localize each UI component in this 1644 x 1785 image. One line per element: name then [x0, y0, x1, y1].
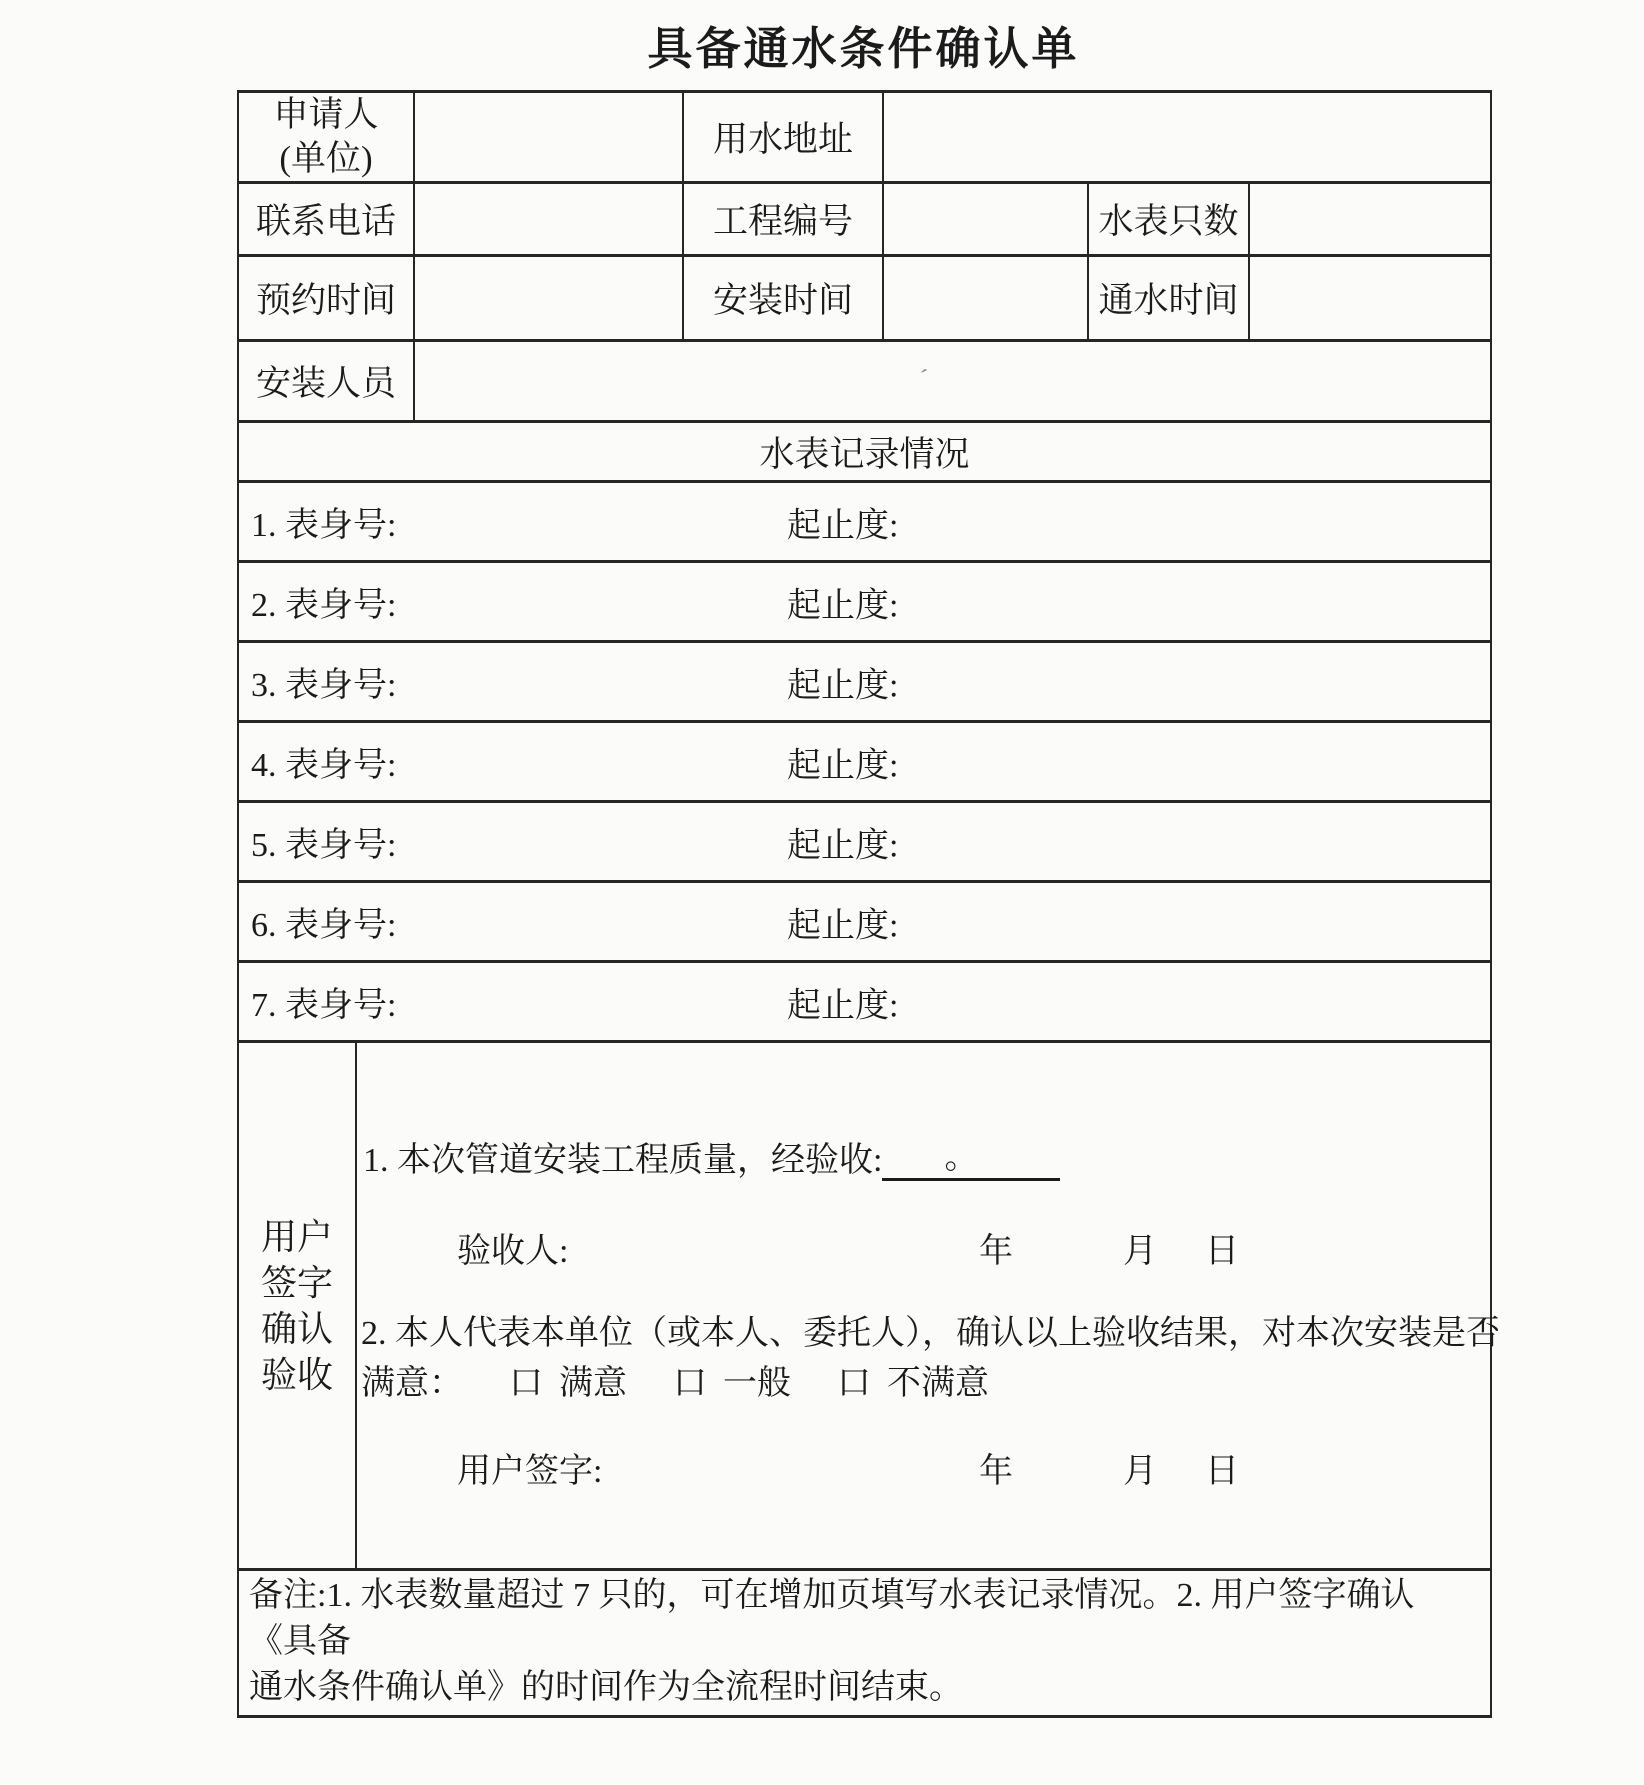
meter-range-label: 起止度:	[787, 507, 899, 544]
scan-artifact-mark: ˊ	[915, 363, 930, 394]
page-title: 具备通水条件确认单	[647, 24, 1080, 74]
meter-body-no-label: 7. 表身号:	[251, 987, 397, 1024]
checkbox-satisfied[interactable]: 口	[509, 1365, 543, 1402]
install-time-label: 安装时间	[683, 256, 883, 341]
meter-body-no-label: 1. 表身号:	[251, 507, 397, 544]
water-address-value-field[interactable]	[883, 92, 1491, 183]
month-label: 月	[1123, 1453, 1157, 1490]
option-satisfied-label: 满意	[559, 1365, 627, 1402]
option-satisfied[interactable]	[509, 1365, 627, 1402]
notes-cell	[238, 1570, 1491, 1717]
meter-range-label: 起止度:	[787, 987, 899, 1024]
year-label: 年	[979, 1233, 1013, 1270]
option-average-label: 一般	[723, 1365, 791, 1402]
month-label: 月	[1123, 1233, 1157, 1270]
meter-row	[238, 562, 1491, 642]
satisfaction-prefix-label: 满意：	[361, 1365, 463, 1402]
water-address-label: 用水地址	[683, 92, 883, 183]
inspector-sign-line	[357, 1223, 1490, 1272]
day-label: 日	[1205, 1233, 1239, 1270]
row-times	[238, 256, 1491, 341]
confirmation-form-table	[237, 90, 1500, 1718]
meter-row-cell[interactable]	[238, 482, 1491, 562]
satisfaction-options-line	[361, 1355, 1490, 1404]
install-time-value-field[interactable]	[883, 256, 1088, 341]
checkbox-unsatisfied[interactable]: 口	[837, 1365, 871, 1402]
meter-body-no-label: 6. 表身号:	[251, 907, 397, 944]
meter-row-cell[interactable]	[238, 962, 1491, 1042]
row-signature-section	[238, 1042, 1491, 1570]
appointment-time-value-field[interactable]	[414, 256, 683, 341]
year-label: 年	[979, 1453, 1013, 1490]
row-notes	[238, 1570, 1491, 1717]
acceptance-statement-text: 1. 本次管道安装工程质量，经验收:	[363, 1142, 883, 1179]
satisfaction-statement-text: 2. 本人代表本单位（或本人、委托人），确认以上验收结果，对本次安装是否	[361, 1315, 1500, 1352]
side-label-line: 验收	[260, 1354, 333, 1395]
applicant-label-line2: (单位)	[279, 139, 373, 178]
meter-range-label: 起止度:	[787, 747, 899, 784]
day-label: 日	[1205, 1453, 1239, 1490]
row-installer	[238, 341, 1491, 422]
satisfaction-statement-line	[361, 1305, 1500, 1354]
meter-count-label: 水表只数	[1088, 183, 1249, 256]
installer-label: 安装人员	[238, 341, 414, 422]
contact-phone-value-field[interactable]	[414, 183, 683, 256]
applicant-label	[238, 92, 414, 183]
row-applicant	[238, 92, 1491, 183]
meter-row	[238, 962, 1491, 1042]
option-unsatisfied-label: 不满意	[887, 1365, 989, 1402]
meter-range-label: 起止度:	[787, 907, 899, 944]
meter-range-label: 起止度:	[787, 667, 899, 704]
row-meter-section-header	[238, 422, 1491, 482]
meter-body-no-label: 2. 表身号:	[251, 587, 397, 624]
meter-body-no-label: 3. 表身号:	[251, 667, 397, 704]
user-sign-confirm-side-label	[238, 1042, 356, 1570]
meter-row-cell[interactable]	[238, 722, 1491, 802]
meter-row	[238, 882, 1491, 962]
meter-section-title: 水表记录情况	[238, 422, 1491, 482]
inspector-label: 验收人:	[457, 1233, 569, 1270]
option-unsatisfied[interactable]	[837, 1365, 989, 1402]
meter-row-cell[interactable]	[238, 882, 1491, 962]
acceptance-statement-line	[363, 1129, 1490, 1181]
meter-body-no-label: 4. 表身号:	[251, 747, 397, 784]
notes-line1: 备注:1. 水表数量超过 7 只的，可在增加页填写水表记录情况。2. 用户签字确认《具备	[249, 1577, 1415, 1660]
user-sign-line	[357, 1443, 1490, 1492]
water-on-time-value-field[interactable]	[1249, 256, 1491, 341]
project-no-value-field[interactable]	[883, 183, 1088, 256]
side-label-line: 用户	[260, 1216, 333, 1257]
option-average[interactable]	[673, 1365, 791, 1402]
checkbox-average[interactable]: 口	[673, 1365, 707, 1402]
meter-row	[238, 722, 1491, 802]
user-sign-label: 用户签字:	[457, 1453, 603, 1490]
meter-row	[238, 642, 1491, 722]
contact-phone-label: 联系电话	[238, 183, 414, 256]
meter-row	[238, 482, 1491, 562]
applicant-value-field[interactable]	[414, 92, 683, 183]
side-label-line: 签字	[260, 1262, 333, 1303]
side-label-line: 确认	[260, 1308, 333, 1349]
project-no-label: 工程编号	[683, 183, 883, 256]
meter-range-label: 起止度:	[787, 827, 899, 864]
meter-row	[238, 802, 1491, 882]
meter-row-cell[interactable]	[238, 562, 1491, 642]
row-contact	[238, 183, 1491, 256]
meter-row-cell[interactable]	[238, 642, 1491, 722]
signature-content-cell	[356, 1042, 1500, 1570]
installer-value-field[interactable]	[414, 341, 1491, 422]
applicant-label-line1: 申请人	[273, 95, 379, 134]
acceptance-result-blank-field[interactable]: 。	[882, 1129, 1060, 1181]
meter-range-label: 起止度:	[787, 587, 899, 624]
meter-row-cell[interactable]	[238, 802, 1491, 882]
notes-line2: 通水条件确认单》的时间作为全流程时间结束。	[249, 1669, 963, 1706]
meter-count-value-field[interactable]	[1249, 183, 1491, 256]
meter-body-no-label: 5. 表身号:	[251, 827, 397, 864]
appointment-time-label: 预约时间	[238, 256, 414, 341]
water-on-time-label: 通水时间	[1088, 256, 1249, 341]
